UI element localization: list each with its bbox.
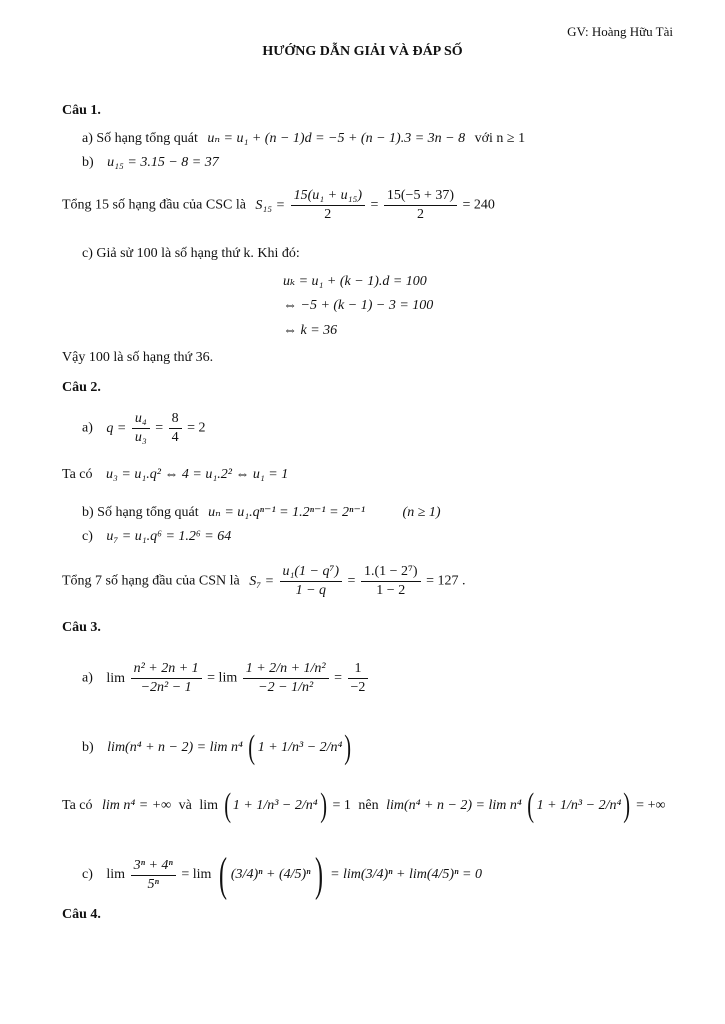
q2-a-result: = 2: [187, 420, 206, 436]
q1-c-line1: uₖ = u₁ + (k − 1).d = 100: [283, 274, 427, 289]
author-label: GV: Hoàng Hữu Tài: [567, 24, 673, 39]
q3-a-lim1: lim: [106, 670, 126, 686]
q3-taco: Ta có lim n⁴ = +∞ và lim ( 1 + 1/n³ − 2/n⁴) = 1 nên lim(n⁴ + n − 2) = lim n⁴ ( 1 + 1/n³ − 2/n⁴) = +∞: [62, 787, 666, 824]
q3-a-eq1: = lim: [207, 670, 238, 686]
q1-sum-frac1: [291, 187, 365, 224]
q2-sum-lhs: S₇ =: [249, 573, 275, 589]
q1-sum-den1: 2: [324, 207, 332, 222]
q2-a-num2: 8: [169, 410, 182, 429]
q2-a-num1: u₄: [132, 410, 150, 429]
q2-sum-frac1: [280, 563, 343, 600]
q2-taco-label: Ta có: [62, 467, 93, 482]
q3-taco-m3: = 1: [332, 798, 351, 814]
q1-sum-den2: 2: [416, 207, 424, 222]
q1-sum-frac2: [384, 187, 457, 224]
q3-a-prefix: a): [82, 670, 93, 686]
q3-taco-nen: nên: [358, 798, 379, 814]
q3-c-den: 5ⁿ: [147, 876, 159, 892]
q3-a-num: n² + 2n + 1: [131, 660, 202, 679]
q3-c-lim: lim: [106, 867, 126, 883]
q2-taco: [62, 467, 288, 483]
q2-sum-num1: u₁(1 − q⁷): [280, 563, 343, 582]
q2-sum-text: Tổng 7 số hạng đầu của CSN là: [62, 573, 240, 589]
q3-a-eq2: =: [334, 670, 343, 686]
q2-a-frac2: [169, 410, 182, 447]
q2-a-den1: u₃: [134, 430, 147, 445]
q3-taco-va: và: [178, 798, 192, 814]
q3-c-eq: = lim: [181, 867, 212, 883]
q3-taco-m4: lim(n⁴ + n − 2) = lim n⁴: [386, 798, 522, 814]
q3-taco-m5: = +∞: [636, 798, 666, 814]
q3-c-rest: = lim(3/4)ⁿ + lim(4/5)ⁿ = 0: [330, 867, 482, 883]
q2-c-math: u₇ = u₁.q⁶ = 1.2⁶ = 64: [106, 529, 232, 544]
q3-a-frac1: [131, 660, 202, 697]
q3-taco-paren: 1 + 1/n³ − 2/n⁴: [232, 798, 318, 814]
q1-a: [82, 130, 525, 147]
q3-a: [82, 660, 370, 697]
q1-a-math: uₙ = u₁ + (n − 1)d = −5 + (n − 1).3 = 3n − 8: [207, 131, 466, 146]
q3-b: b) lim(n⁴ + n − 2) = lim n⁴ ( 1 + 1/n³ − 2/n⁴): [82, 729, 352, 766]
q2-c: [82, 529, 231, 545]
q1-sum-num2: 15(−5 + 37): [384, 187, 457, 206]
q2-taco-math: u₃ = u₁.q² ⇔ 4 = u₁.2² ⇔ u₁ = 1: [106, 467, 289, 482]
q3-b-prefix: b): [82, 740, 94, 756]
q2-b-prefix: b) Số hạng tổng quát: [82, 505, 199, 520]
q3-taco-m2: lim: [199, 798, 219, 814]
q3-c-frac: [131, 857, 176, 894]
q3-a-num2: 1 + 2/n + 1/n²: [243, 660, 329, 679]
q1-sum: Tổng 15 số hạng đầu của CSC là S₁₅ = $\frac{\text{15(u₁ + u₁₅)}}{2}$ = $\frac{15(-5 + 37)}{2}$ = 240: [62, 188, 495, 222]
q3-c-prefix: c): [82, 867, 93, 883]
q3-taco-label: Ta có: [62, 798, 93, 814]
q3-c: c) lim $\frac{\text{3ⁿ + 4ⁿ}}{\text{5ⁿ}}$ = lim ( (3/4)ⁿ + (4/5)ⁿ) = lim(3/4)ⁿ + lim(4/5)ⁿ = 0: [82, 848, 482, 901]
q2-sum-den1: 1 − q: [295, 583, 327, 598]
q2-c-prefix: c): [82, 529, 93, 544]
q3-b-math: lim(n⁴ + n − 2) = lim n⁴: [107, 740, 243, 756]
q3-a-den3: −2: [350, 680, 366, 695]
q1-b-math: u₁₅ = 3.15 − 8 = 37: [107, 155, 219, 170]
q1-sum-lhs: S₁₅ =: [255, 197, 286, 213]
q2-a: a) q = $\frac{\text{u₄}}{\text{u₃}}$ = $\frac{8}{4}$ = 2: [82, 411, 206, 445]
page-title: HƯỚNG DẪN GIẢI VÀ ĐÁP SỐ: [262, 44, 463, 59]
q1-a-prefix: a) Số hạng tổng quát: [82, 131, 198, 146]
q3-a-frac2: [243, 660, 329, 697]
q1-c-line2: ⇔ −5 + (k − 1) − 3 = 100: [283, 298, 434, 313]
q1-b: [82, 155, 219, 171]
q2-sum: Tổng 7 số hạng đầu của CSN là S₇ = $\frac{\text{u₁(1 − q⁷)}}{1 - q}$ = $\frac{\text{1.(1 − 2⁷)}}{1 - 2}$ = 127 .: [62, 564, 466, 598]
q2-sum-frac2: [361, 563, 421, 600]
q1-conclusion: Vậy 100 là số hạng thứ 36.: [62, 350, 214, 365]
q2-b-math: uₙ = u₁.qⁿ⁻¹ = 1.2ⁿ⁻¹ = 2ⁿ⁻¹: [208, 505, 366, 520]
q2-a-prefix: a): [82, 420, 93, 436]
q2-a-lhs: q =: [106, 420, 127, 436]
q3-a-den2: −2 − 1/n²: [258, 680, 314, 695]
q2-sum-result: = 127 .: [426, 573, 466, 589]
q2-sum-den2: 1 − 2: [376, 583, 406, 598]
q2-heading: Câu 2.: [62, 380, 101, 395]
q3-c-num: 3ⁿ + 4ⁿ: [131, 857, 176, 876]
q1-sum-num1: 15(u₁ + u₁₅): [291, 187, 365, 206]
q3-b-paren: 1 + 1/n³ − 2/n⁴: [257, 740, 343, 756]
q3-taco-paren2: 1 + 1/n³ − 2/n⁴: [536, 798, 622, 814]
q3-a-num3: 1: [348, 660, 369, 679]
q3-a-frac3: [348, 660, 369, 697]
q3-heading: Câu 3.: [62, 620, 101, 635]
q2-b-cond: (n ≥ 1): [402, 505, 441, 520]
q2-a-den2: 4: [171, 430, 179, 445]
q3-taco-m1: lim n⁴ = +∞: [102, 798, 172, 814]
q4-heading: Câu 4.: [62, 907, 101, 922]
q1-a-cond: với n ≥ 1: [474, 131, 526, 146]
q1-sum-result: = 240: [462, 197, 495, 213]
q2-a-frac1: [132, 410, 150, 447]
q1-c-line3: ⇔ k = 36: [283, 323, 338, 338]
q3-a-den: −2n² − 1: [140, 680, 192, 695]
q2-sum-num2: 1.(1 − 2⁷): [361, 563, 421, 582]
q1-sum-text: Tổng 15 số hạng đầu của CSC là: [62, 197, 246, 213]
q1-heading: Câu 1.: [62, 103, 101, 118]
q2-b: [82, 504, 441, 521]
q3-c-inner: (3/4)ⁿ + (4/5)ⁿ: [230, 867, 311, 883]
q1-b-prefix: b): [82, 155, 94, 170]
q1-c-text: c) Giả sử 100 là số hạng thứ k. Khi đó:: [82, 246, 300, 261]
